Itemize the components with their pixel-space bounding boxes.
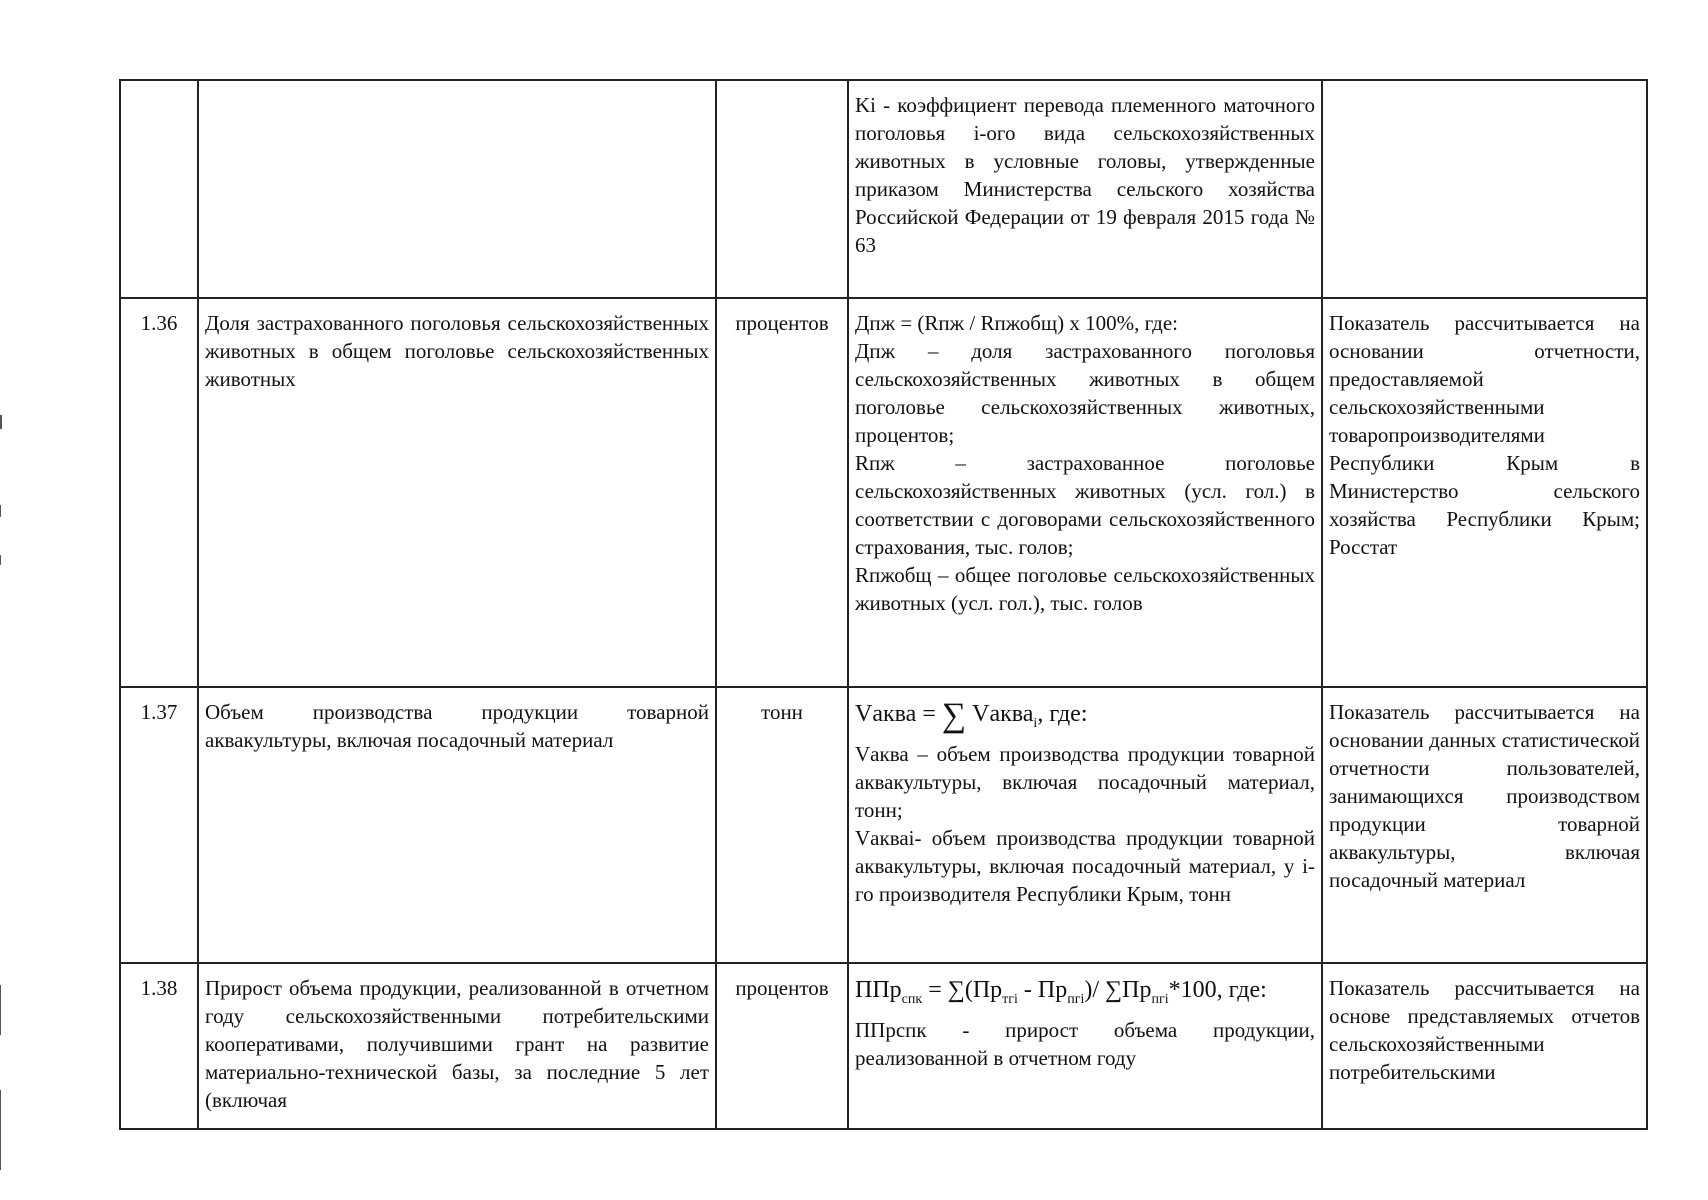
- row-number: [120, 80, 198, 298]
- method-line: ППрспк - прирост объема продукции, реализованной в отчетном году: [855, 1017, 1315, 1070]
- row-number: 1.38: [120, 963, 198, 1129]
- method-line: Vаква – объем производства продукции товарной аквакультуры, включая посадочный материал, тонн;: [855, 741, 1315, 822]
- scan-edge-mark: [0, 985, 1, 1035]
- method-line: Vакваi- объем производства продукции товарной аквакультуры, включая посадочный материал, у i-го производителя Республики Крым, тонн: [855, 825, 1315, 906]
- method-line: Rпж – застрахованное поголовье сельскохозяйственных животных (усл. гол.) в соответствии с договорами сельскохозяйственного страхования, тыс. голов;: [855, 451, 1315, 559]
- row-number: 1.37: [120, 687, 198, 963]
- indicator-name: Доля застрахованного поголовья сельскохозяйственных животных в общем поголовье сельскохозяйственных животных: [198, 298, 716, 687]
- method-line: Ki - коэффициент перевода племенного маточного поголовья i-ого вида сельскохозяйственных животных в условные головы, утвержденные приказом Министерства сельского хозяйства Российской Федерации от 19 февраля 2015 года № 63: [855, 93, 1315, 257]
- scan-edge-mark: [0, 555, 1, 565]
- unit-of-measure: [716, 80, 848, 298]
- calculation-method: [848, 298, 1322, 687]
- scan-edge-mark: [0, 1090, 1, 1170]
- formula-line: Дпж = (Rпж / Rпжобщ) x 100%, где:: [855, 311, 1178, 335]
- data-source: Показатель рассчитывается на основании отчетности, предоставляемой сельскохозяйственными товаропроизводителями Республики Крым в Министерство сельского хозяйства Республики Крым; Росстат: [1322, 298, 1647, 687]
- calculation-method: [848, 963, 1322, 1129]
- indicator-name: Объем производства продукции товарной аквакультуры, включая посадочный материал: [198, 687, 716, 963]
- scan-edge-mark: [0, 505, 1, 517]
- table-row: [120, 80, 1647, 298]
- unit-of-measure: процентов: [716, 298, 848, 687]
- data-source: Показатель рассчитывается на основании данных статистической отчетности пользователей, занимающихся производством продукции товарной аквакультуры, включая посадочный материал: [1322, 687, 1647, 963]
- method-line: Rпжобщ – общее поголовье сельскохозяйственных животных (усл. гол.), тыс. голов: [855, 563, 1315, 615]
- calculation-method: [848, 687, 1322, 963]
- indicator-name: [198, 80, 716, 298]
- sum-sign: ∑: [941, 697, 967, 734]
- unit-of-measure: процентов: [716, 963, 848, 1129]
- calculation-method: [848, 80, 1322, 298]
- formula-line: Vаква = ∑ Vаква$_i$, где:: [855, 697, 1088, 734]
- unit-of-measure: тонн: [716, 687, 848, 963]
- table-row: [120, 687, 1647, 963]
- row-number: 1.36: [120, 298, 198, 687]
- table-row: [120, 298, 1647, 687]
- scan-edge-mark: [0, 415, 2, 429]
- data-source: [1322, 80, 1647, 298]
- data-source: Показатель рассчитывается на основе представляемых отчетов сельскохозяйственными потребительскими: [1322, 963, 1647, 1129]
- method-line: Дпж – доля застрахованного поголовья сельскохозяйственных животных в общем поголовье сельскохозяйственных животных, процентов;: [855, 339, 1315, 447]
- table-row: [120, 963, 1647, 1129]
- indicator-table: [119, 79, 1648, 1130]
- indicator-name: Прирост объема продукции, реализованной в отчетном году сельскохозяйственными потребительскими кооперативами, получившими грант на развитие материально-технической базы, за последние 5 лет (включая: [198, 963, 716, 1129]
- formula-line: $ППр_{спк} = \sum(Пр_{тгi} - Пр_{пгi})/$ $\sum Пр_{пгi}*100$, где:: [855, 977, 1267, 1007]
